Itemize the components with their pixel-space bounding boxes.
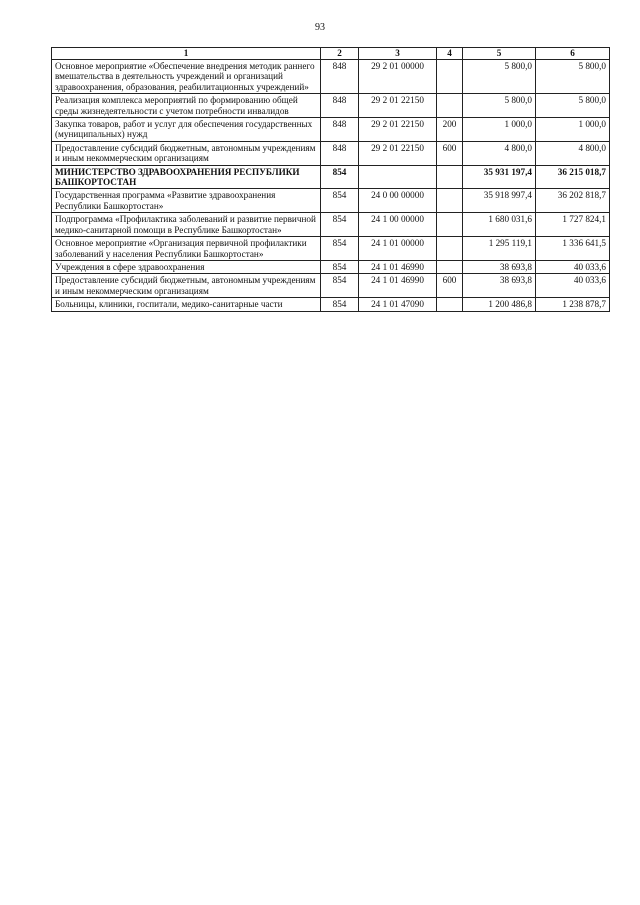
column-header: 5 [463, 48, 536, 60]
page-number: 93 [315, 22, 325, 33]
row-vr-cell [437, 94, 463, 118]
row-sum1-cell: 5 800,0 [463, 94, 536, 118]
row-name-cell: МИНИСТЕРСТВО ЗДРАВООХРАНЕНИЯ РЕСПУБЛИКИ БАШКОРТОСТАН [52, 165, 321, 189]
row-grbs-cell: 854 [321, 274, 359, 298]
row-name-cell: Реализация комплекса мероприятий по формированию общей среды жизнедеятельности с учетом потребности инвалидов [52, 94, 321, 118]
row-sum1-cell: 35 918 997,4 [463, 189, 536, 213]
table-row [52, 260, 610, 273]
row-vr-cell [437, 189, 463, 213]
table-row [52, 237, 610, 261]
row-csr-cell: 24 0 00 00000 [359, 189, 437, 213]
column-header: 3 [359, 48, 437, 60]
row-vr-cell [437, 213, 463, 237]
row-name-cell: Основное мероприятие «Организация первичной профилактики заболеваний у населения Республики Башкортостан» [52, 237, 321, 261]
table-row [52, 141, 610, 165]
row-sum2-cell: 36 215 018,7 [536, 165, 610, 189]
row-name-cell: Основное мероприятие «Обеспечение внедрения методик раннего вмешательства в деятельность учреждений и организаций здравоохранения, образования, реабилитационных учреждений» [52, 60, 321, 94]
row-sum2-cell: 1 000,0 [536, 118, 610, 142]
row-name-cell: Предоставление субсидий бюджетным, автономным учреждениям и иным некоммерческим организациям [52, 274, 321, 298]
row-grbs-cell: 848 [321, 60, 359, 94]
table-header-row [52, 48, 610, 60]
row-csr-cell [359, 165, 437, 189]
row-sum1-cell: 1 680 031,6 [463, 213, 536, 237]
row-sum2-cell: 5 800,0 [536, 94, 610, 118]
row-csr-cell: 29 2 01 22150 [359, 118, 437, 142]
row-csr-cell: 29 2 01 22150 [359, 141, 437, 165]
row-grbs-cell: 848 [321, 94, 359, 118]
row-sum1-cell: 1 200 486,8 [463, 298, 536, 311]
table-row [52, 189, 610, 213]
row-csr-cell: 29 2 01 22150 [359, 94, 437, 118]
row-grbs-cell: 854 [321, 298, 359, 311]
row-grbs-cell: 848 [321, 118, 359, 142]
row-sum1-cell: 1 295 119,1 [463, 237, 536, 261]
row-name-cell: Закупка товаров, работ и услуг для обеспечения государственных (муниципальных) нужд [52, 118, 321, 142]
row-csr-cell: 24 1 01 46990 [359, 274, 437, 298]
row-grbs-cell: 854 [321, 213, 359, 237]
row-name-cell: Государственная программа «Развитие здравоохранения Республики Башкортостан» [52, 189, 321, 213]
row-vr-cell [437, 237, 463, 261]
row-vr-cell [437, 165, 463, 189]
row-csr-cell: 24 1 00 00000 [359, 213, 437, 237]
row-sum1-cell: 1 000,0 [463, 118, 536, 142]
row-vr-cell [437, 298, 463, 311]
column-header: 6 [536, 48, 610, 60]
row-sum2-cell: 36 202 818,7 [536, 189, 610, 213]
row-grbs-cell: 848 [321, 141, 359, 165]
table-body [52, 60, 610, 312]
row-sum2-cell: 1 238 878,7 [536, 298, 610, 311]
table-row [52, 60, 610, 94]
row-csr-cell: 24 1 01 47090 [359, 298, 437, 311]
table-row [52, 118, 610, 142]
row-grbs-cell: 854 [321, 165, 359, 189]
row-name-cell: Больницы, клиники, госпитали, медико-санитарные части [52, 298, 321, 311]
row-vr-cell [437, 260, 463, 273]
row-name-cell: Подпрограмма «Профилактика заболеваний и развитие первичной медико-санитарной помощи в Республике Башкортостан» [52, 213, 321, 237]
row-sum1-cell: 38 693,8 [463, 260, 536, 273]
row-sum2-cell: 5 800,0 [536, 60, 610, 94]
row-sum2-cell: 1 727 824,1 [536, 213, 610, 237]
budget-table [51, 47, 610, 312]
row-csr-cell: 24 1 01 00000 [359, 237, 437, 261]
row-vr-cell [437, 60, 463, 94]
row-name-cell: Учреждения в сфере здравоохранения [52, 260, 321, 273]
table-row [52, 213, 610, 237]
column-header: 2 [321, 48, 359, 60]
row-name-cell: Предоставление субсидий бюджетным, автономным учреждениям и иным некоммерческим организациям [52, 141, 321, 165]
row-sum1-cell: 4 800,0 [463, 141, 536, 165]
row-csr-cell: 29 2 01 00000 [359, 60, 437, 94]
table-row [52, 165, 610, 189]
table-row [52, 298, 610, 311]
row-grbs-cell: 854 [321, 260, 359, 273]
row-vr-cell: 600 [437, 274, 463, 298]
row-grbs-cell: 854 [321, 189, 359, 213]
row-grbs-cell: 854 [321, 237, 359, 261]
table-row [52, 274, 610, 298]
column-header: 1 [52, 48, 321, 60]
row-sum2-cell: 1 336 641,5 [536, 237, 610, 261]
row-sum1-cell: 35 931 197,4 [463, 165, 536, 189]
row-csr-cell: 24 1 01 46990 [359, 260, 437, 273]
row-vr-cell: 600 [437, 141, 463, 165]
column-header: 4 [437, 48, 463, 60]
row-sum2-cell: 40 033,6 [536, 274, 610, 298]
table-row [52, 94, 610, 118]
row-vr-cell: 200 [437, 118, 463, 142]
row-sum2-cell: 4 800,0 [536, 141, 610, 165]
row-sum2-cell: 40 033,6 [536, 260, 610, 273]
row-sum1-cell: 38 693,8 [463, 274, 536, 298]
row-sum1-cell: 5 800,0 [463, 60, 536, 94]
